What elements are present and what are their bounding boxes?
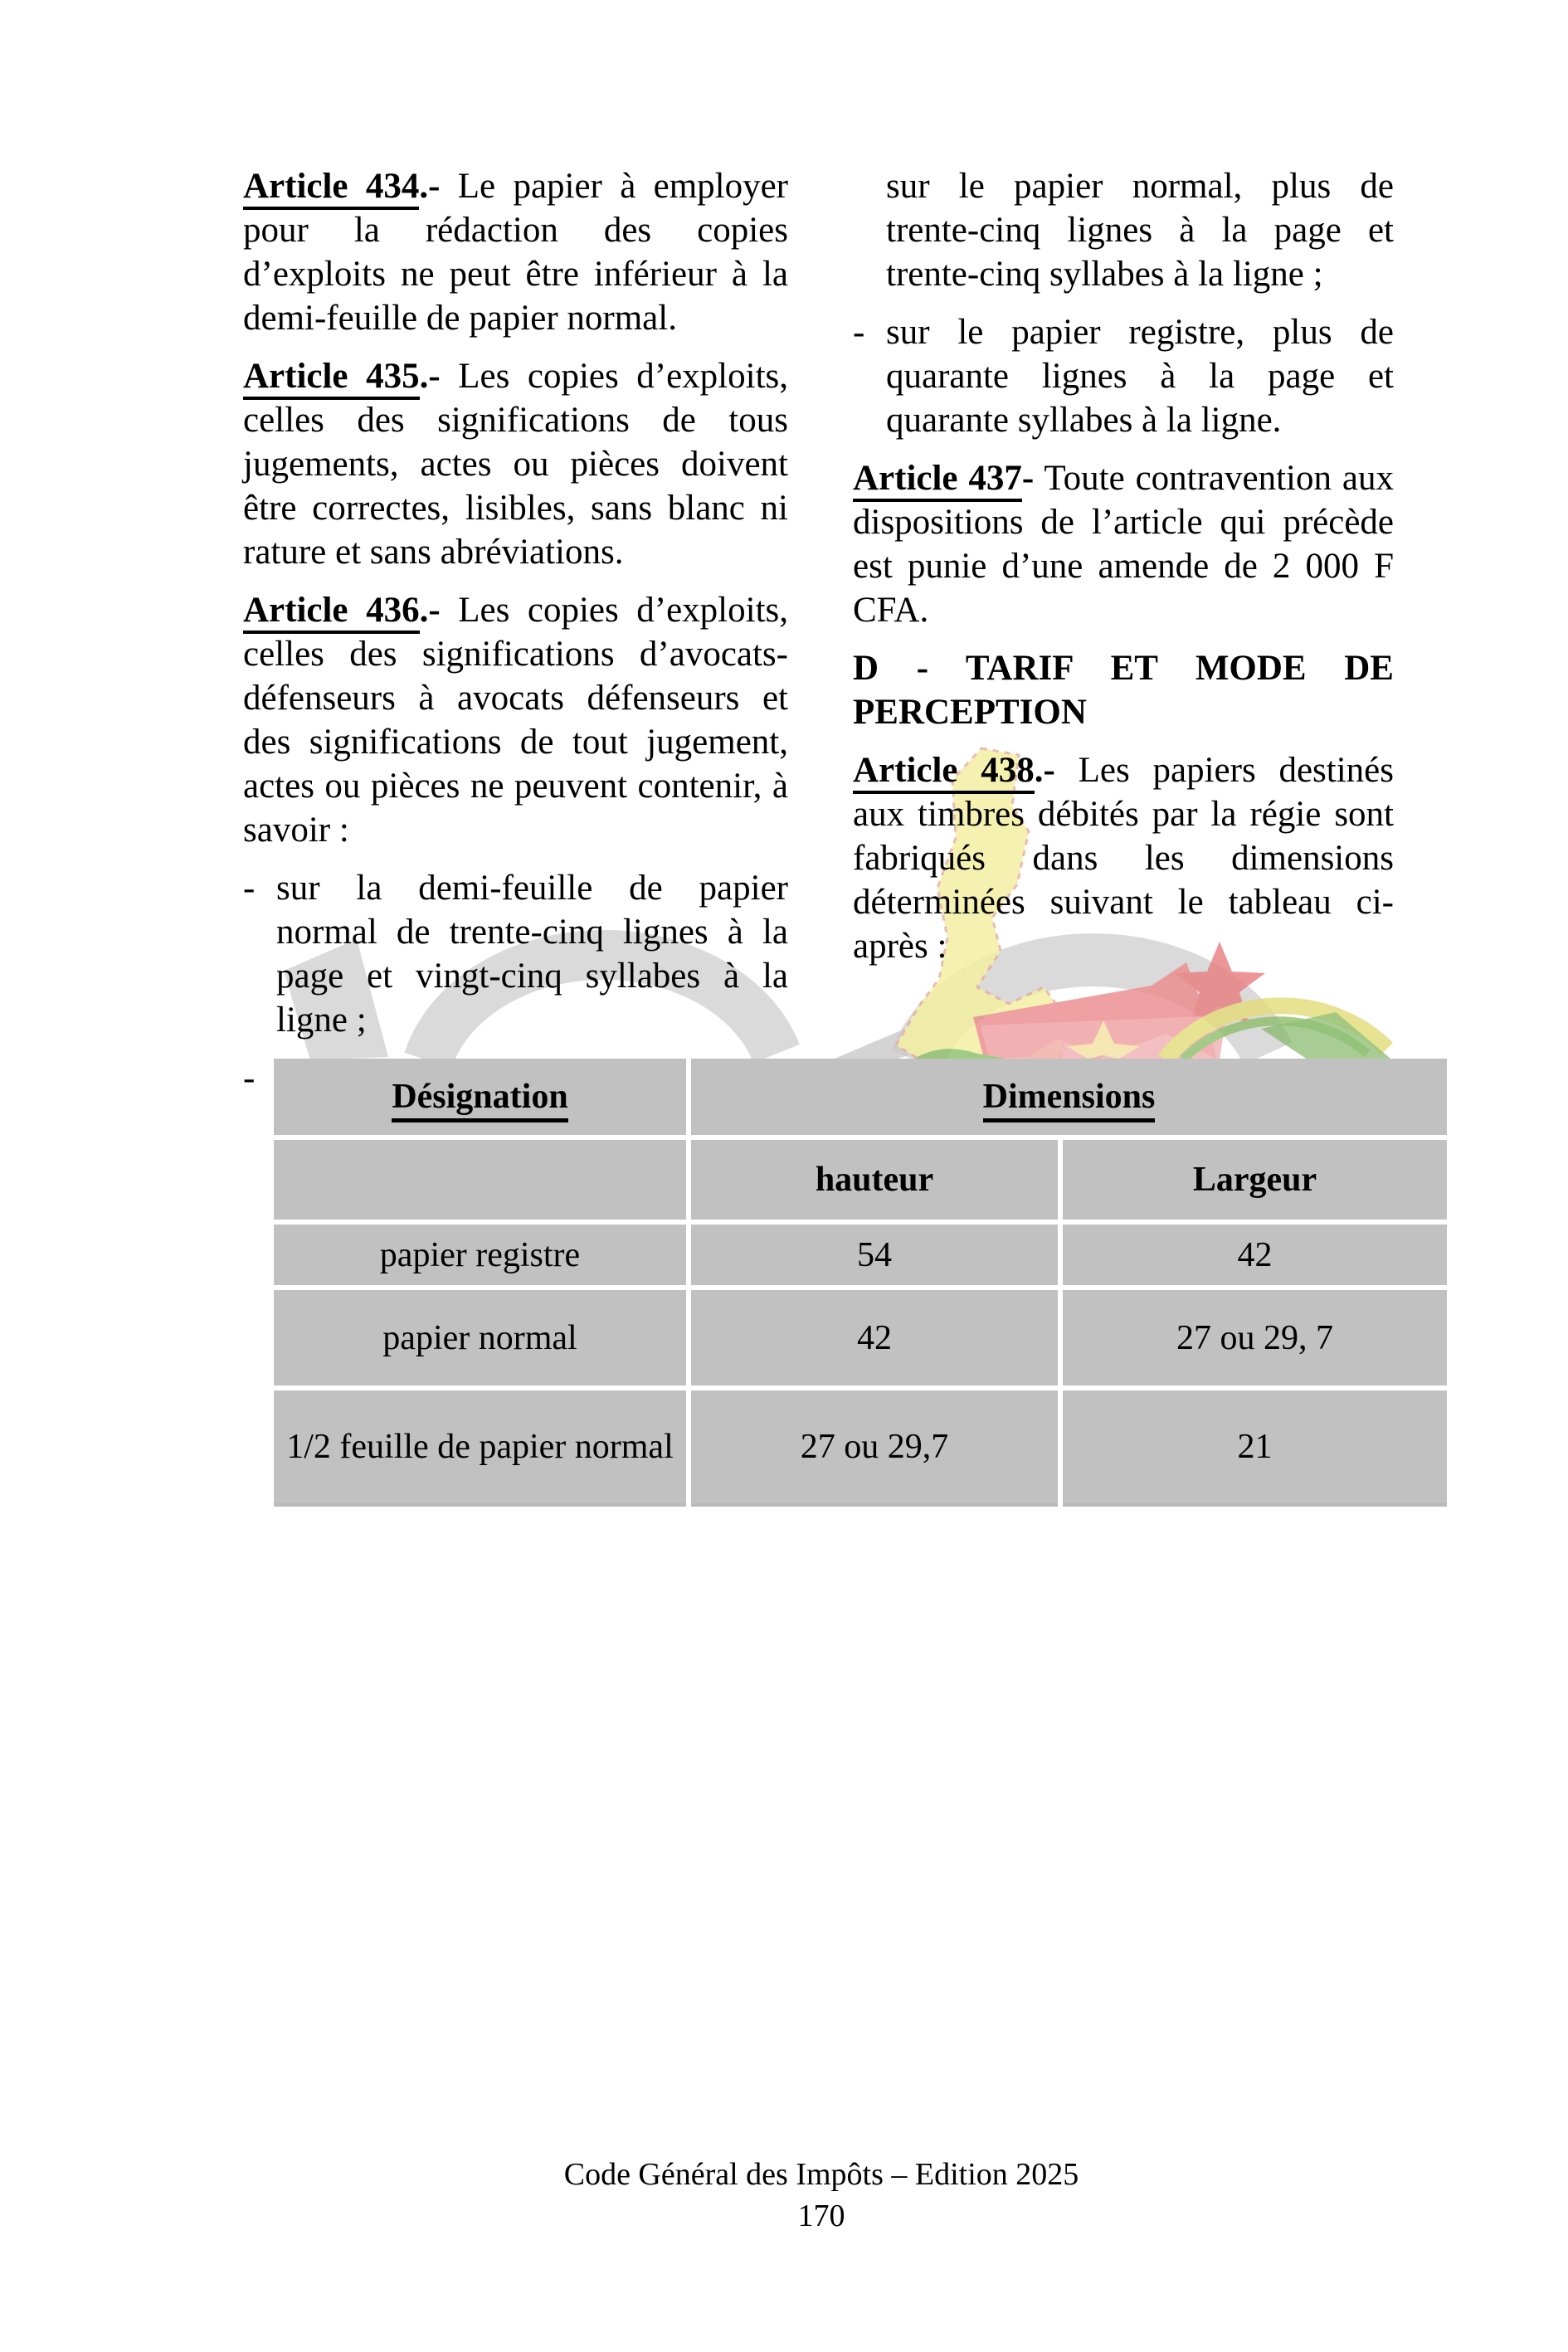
cell-hauteur: 54 <box>689 1222 1060 1288</box>
cell-designation: papier registre <box>274 1222 689 1288</box>
article-435-paragraph <box>243 354 788 574</box>
article-436-paragraph <box>243 588 788 852</box>
table-row-papier-normal <box>274 1288 1447 1388</box>
table-header-largeur: Largeur <box>1060 1137 1447 1222</box>
bullet-dash: - <box>243 869 256 908</box>
article-435-text: Les copies d’exploits, celles des significations de tous jugements, actes ou pièces doivent être correctes, lisibles, sans blanc ni rature et sans abréviations. <box>243 357 788 572</box>
page-footer <box>245 2154 1398 2237</box>
section-d-heading: D - TARIF ET MODE DE PERCEPTION <box>853 649 1394 732</box>
table-header-empty-cell <box>274 1137 689 1222</box>
table-header-designation: Désignation <box>274 1059 689 1137</box>
bullet-dash: - <box>853 313 865 352</box>
cell-largeur: 21 <box>1060 1388 1447 1505</box>
cell-designation: papier normal <box>274 1288 689 1388</box>
bullet-papier-registre <box>853 310 1394 442</box>
bullet-papier-normal-text: sur le papier normal, plus de trente-cinq lignes à la page et trente-cinq syllabes à la ligne ; <box>886 167 1394 294</box>
table-header-dimensions: Dimensions <box>689 1059 1447 1137</box>
cell-largeur: 42 <box>1060 1222 1447 1288</box>
right-column <box>853 164 1394 982</box>
cell-hauteur: 42 <box>689 1288 1060 1388</box>
article-438-label: Article 438.- <box>853 751 1055 794</box>
table-row-papier-registre <box>274 1222 1447 1288</box>
footer-title: Code Général des Impôts – Edition 2025 <box>563 2157 1079 2192</box>
table-row-demi-feuille <box>274 1388 1447 1505</box>
bullet-dash: - <box>243 1059 256 1098</box>
article-435-label: Article 435.- <box>243 357 441 400</box>
table-header-row-2 <box>274 1137 1447 1222</box>
cell-designation: 1/2 feuille de papier normal <box>274 1388 689 1505</box>
bullet-demi-feuille <box>243 866 788 1042</box>
bullet-papier-normal-continuation <box>853 164 1394 296</box>
cell-hauteur: 27 ou 29,7 <box>689 1388 1060 1505</box>
article-434-paragraph <box>243 164 788 340</box>
dimensions-table <box>274 1059 1447 1507</box>
article-434-label: Article 434.- <box>243 167 440 210</box>
article-437-paragraph <box>853 456 1394 632</box>
article-438-text: Les papiers destinés aux timbres débités par la régie sont fabriqués dans les dimensions déterminées suivant le tableau ci-après : <box>853 751 1394 966</box>
article-434-text: Le papier à employer pour la rédaction des copies d’exploits ne peut être inférieur à la demi-feuille de papier normal. <box>243 167 788 338</box>
article-438-paragraph <box>853 748 1394 968</box>
cell-largeur: 27 ou 29, 7 <box>1060 1288 1447 1388</box>
footer-page-number: 170 <box>797 2199 845 2233</box>
article-437-text: Toute contravention aux dispositions de l’article qui précède est punie d’une amende de 2 000 F CFA. <box>853 459 1394 630</box>
bullet-demi-feuille-text: sur la demi-feuille de papier normal de trente-cinq lignes à la page et vingt-cinq syllabes à la ligne ; <box>276 869 788 1040</box>
left-column <box>243 164 788 1114</box>
table-header-hauteur: hauteur <box>689 1137 1060 1222</box>
article-436-label: Article 436.- <box>243 591 441 634</box>
article-437-label: Article 437- <box>853 459 1034 502</box>
bullet-papier-registre-text: sur le papier registre, plus de quarante lignes à la page et quarante syllabes à la ligne. <box>886 313 1394 440</box>
article-436-text: Les copies d’exploits, celles des significations d’avocats-défenseurs à avocats défenseurs et des significations de tout jugement, actes ou pièces ne peuvent contenir, à savoir : <box>243 591 788 850</box>
table-header-row-1 <box>274 1059 1447 1137</box>
